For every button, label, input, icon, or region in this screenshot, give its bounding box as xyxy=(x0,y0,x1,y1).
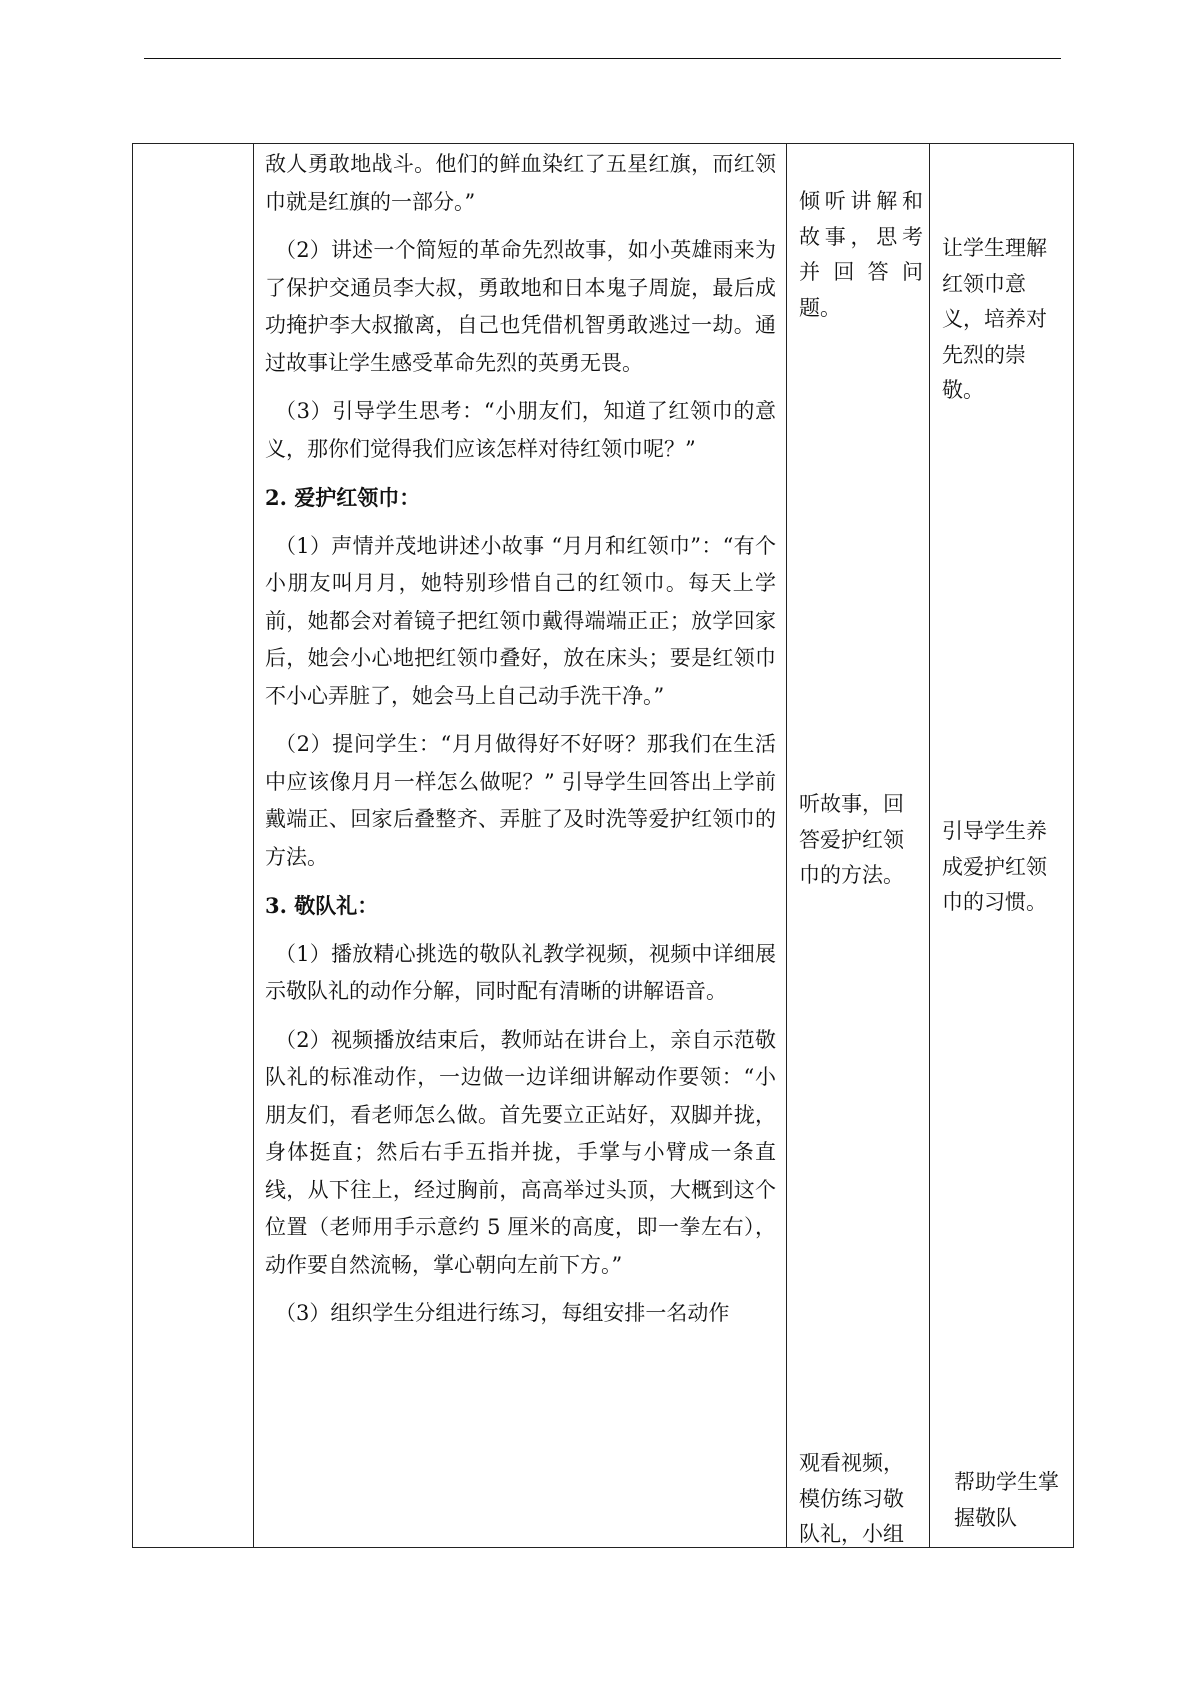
stage-column xyxy=(133,144,254,1548)
design-intent-3: 帮助学生掌握敬队 xyxy=(954,1470,1059,1530)
student-activity-3: 观看视频，模仿练习敬队礼，小组 xyxy=(799,1451,904,1546)
design-intent-2: 引导学生养成爱护红领巾的习惯。 xyxy=(942,819,1047,914)
lesson-plan-table xyxy=(132,143,1074,1548)
demonstration-paragraph: （2）视频播放结束后，教师站在讲台上，亲自示范敬队礼的标准动作，一边做一边详细讲解动作要领：“小朋友们，看老师怎么做。首先要立正站好，双脚并拢，身体挺直；然后右手五指并拢，手掌与小臂成一条直线，从下往上，经过胸前，高高举过头顶，大概到这个位置（老师用手示意约 5 厘米的高度，即一拳左右），动作要自然流畅，掌心朝向左前下方。” xyxy=(265,1027,776,1277)
student-activity-2: 听故事，回答爱护红领巾的方法。 xyxy=(799,792,904,887)
section-heading-salute: 3. 敬队礼： xyxy=(265,893,379,918)
story-paragraph: （2）讲述一个简短的革命先烈故事，如小英雄雨来为了保护交通员李大叔，勇敢地和日本鬼子周旋，最后成功掩护李大叔撤离，自己也凭借机智勇敢逃过一劫。通过故事让学生感受革命先烈的英勇无畏。 xyxy=(265,238,776,375)
design-intent-column xyxy=(930,144,1074,1548)
section-heading-care: 2. 爱护红领巾： xyxy=(265,485,421,510)
design-intent-1: 让学生理解红领巾意义，培养对先烈的崇敬。 xyxy=(942,236,1047,402)
header-rule xyxy=(144,58,1061,59)
student-activity-1: 倾听讲解和故事，思考并回答问题。 xyxy=(799,189,923,320)
care-question-paragraph: （2）提问学生：“月月做得好不好呀？那我们在生活中应该像月月一样怎么做呢？” 引导学生回答出上学前戴端正、回家后叠整齐、弄脏了及时洗等爱护红领巾的方法。 xyxy=(265,732,776,869)
video-paragraph: （1）播放精心挑选的敬队礼教学视频，视频中详细展示敬队礼的动作分解，同时配有清晰的讲解语音。 xyxy=(265,941,776,1003)
intro-paragraph: 敌人勇敢地战斗。他们的鲜血染红了五星红旗，而红领巾就是红旗的一部分。” xyxy=(265,152,776,214)
question-paragraph: （3）引导学生思考：“小朋友们，知道了红领巾的意义，那你们觉得我们应该怎样对待红领巾呢？” xyxy=(265,399,776,461)
yueyue-story-paragraph: （1）声情并茂地讲述小故事 “月月和红领巾”：“有个小朋友叫月月，她特别珍惜自己的红领巾。每天上学前，她都会对着镜子把红领巾戴得端端正正；放学回家后，她会小心地把红领巾叠好，放在床头；要是红领巾不小心弄脏了，她会马上自己动手洗干净。” xyxy=(265,533,776,708)
student-activity-column xyxy=(787,144,930,1548)
group-practice-paragraph: （3）组织学生分组进行练习，每组安排一名动作 xyxy=(275,1301,730,1325)
teacher-activity-column xyxy=(254,144,787,1548)
